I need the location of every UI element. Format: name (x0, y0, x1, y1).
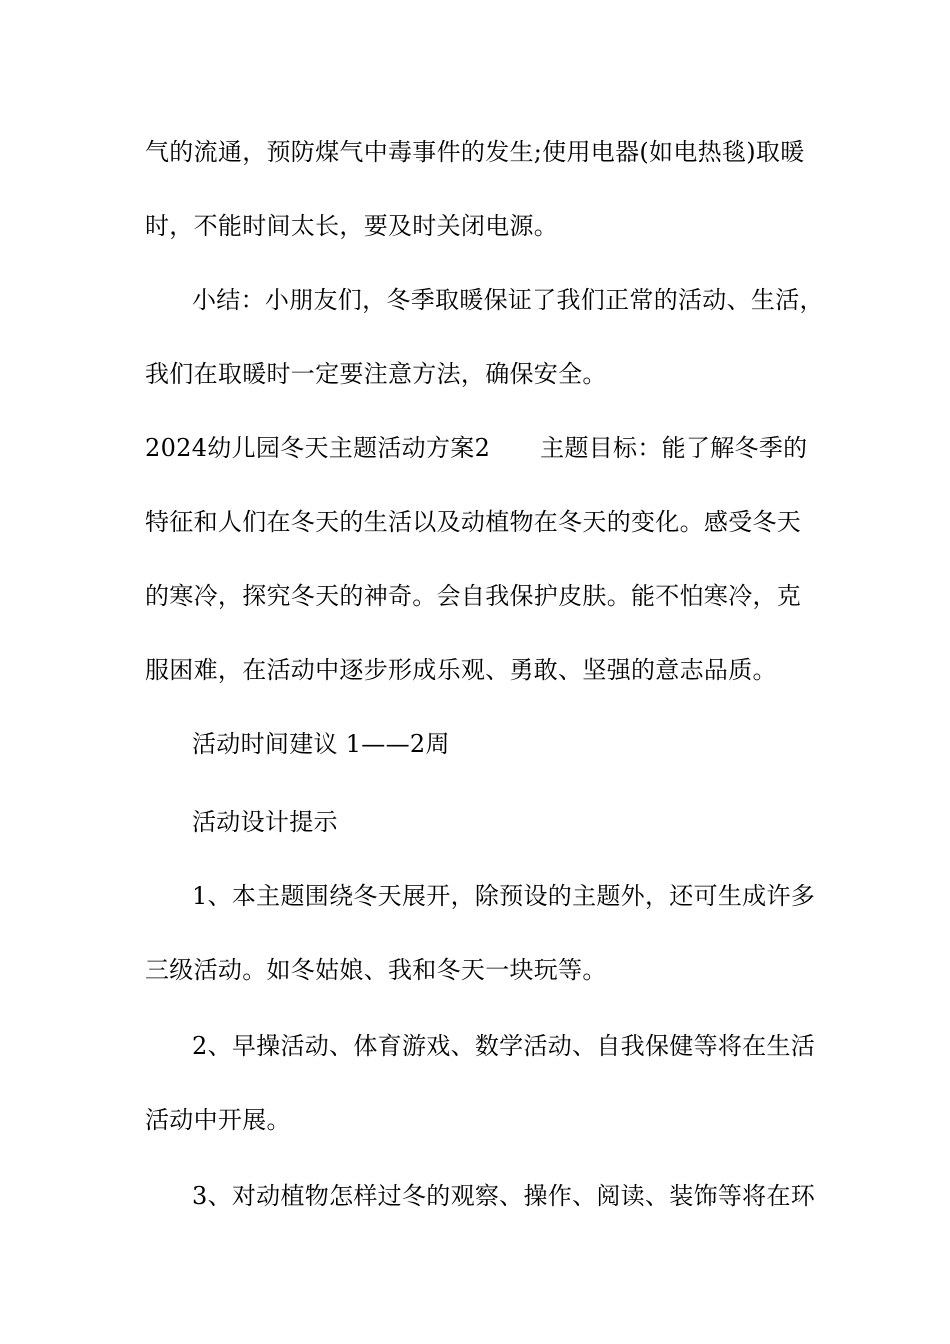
paragraph-line: 我们在取暖时一定要注意方法，确保安全。 (145, 360, 607, 388)
section-title: 2024幼儿园冬天主题活动方案2 (145, 434, 491, 462)
list-item-1: 1、本主题围绕冬天展开，除预设的主题外，还可生成许多 (192, 882, 816, 910)
paragraph-line: 三级活动。如冬姑娘、我和冬天一块玩等。 (145, 956, 607, 984)
summary-line: 小结：小朋友们，冬季取暖保证了我们正常的活动、生活， (192, 286, 824, 314)
paragraph-line: 气的流通，预防煤气中毒事件的发生;使用电器(如电热毯)取暖 (145, 138, 805, 166)
list-item-2: 2、早操活动、体育游戏、数学活动、自我保健等将在生活 (192, 1032, 816, 1060)
paragraph-line: 服困难，在活动中逐步形成乐观、勇敢、坚强的意志品质。 (145, 656, 777, 684)
paragraph-line: 时，不能时间太长，要及时关闭电源。 (145, 212, 559, 240)
activity-time-line: 活动时间建议 1——2周 (192, 730, 450, 758)
paragraph-line: 活动中开展。 (145, 1106, 291, 1134)
paragraph-line: 的寒冷，探究冬天的神奇。会自我保护皮肤。能不怕寒冷，克 (145, 582, 802, 610)
theme-goal-label: 主题目标：能了解冬季的 (540, 434, 808, 462)
section-heading-line (145, 432, 807, 464)
list-item-3: 3、对动植物怎样过冬的观察、操作、阅读、装饰等将在环 (192, 1182, 816, 1210)
paragraph-line: 特征和人们在冬天的生活以及动植物在冬天的变化。感受冬天 (145, 508, 802, 536)
design-tips-heading: 活动设计提示 (192, 808, 338, 836)
